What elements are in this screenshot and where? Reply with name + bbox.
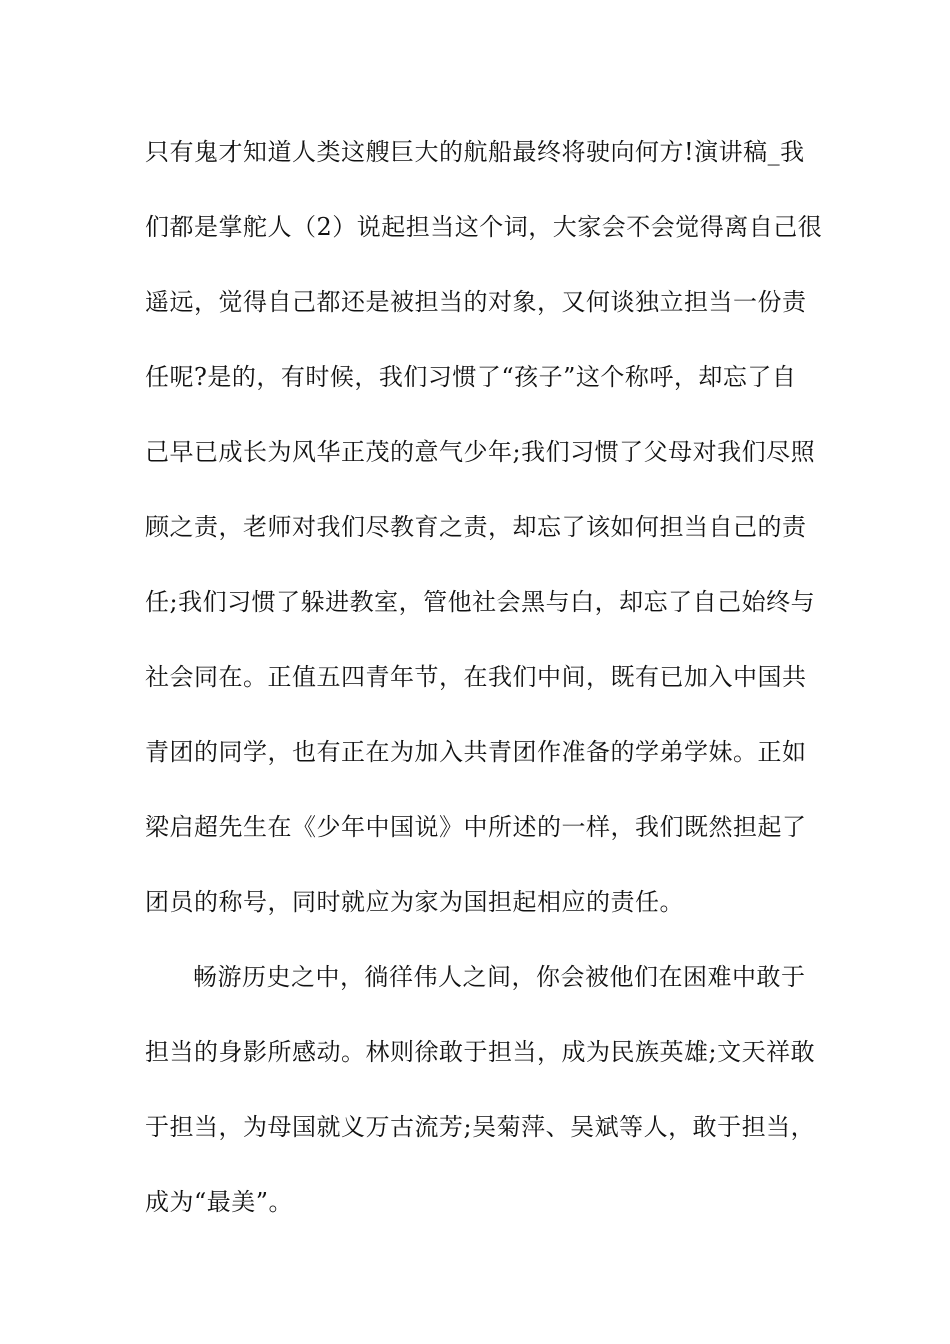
text-line: 任;我们习惯了躲进教室，管他社会黑与白，却忘了自己始终与 [145,588,816,616]
text-line: 任呢?是的，有时候，我们习惯了“孩子”这个称呼，却忘了自 [145,363,797,391]
text-line: 成为“最美”。 [145,1188,294,1216]
text-line: 于担当，为母国就义万古流芳;吴菊萍、吴斌等人，敢于担当， [145,1113,816,1141]
text-line: 青团的同学，也有正在为加入共青团作准备的学弟学妹。正如 [145,738,807,766]
text-line: 梁启超先生在《少年中国说》中所述的一样，我们既然担起了 [145,813,807,841]
paragraph-first-line: 畅游历史之中，徜徉伟人之间，你会被他们在困难中敢于 [193,963,806,991]
text-line: 担当的身影所感动。林则徐敢于担当，成为民族英雄;文天祥敢 [145,1038,816,1066]
text-line: 遥远，觉得自己都还是被担当的对象，又何谈独立担当一份责 [145,288,807,316]
text-line: 们都是掌舵人（2）说起担当这个词，大家会不会觉得离自己很 [145,213,823,241]
text-line: 顾之责，老师对我们尽教育之责，却忘了该如何担当自己的责 [145,513,807,541]
text-line: 团员的称号，同时就应为家为国担起相应的责任。 [145,888,684,916]
text-line: 己早已成长为风华正茂的意气少年;我们习惯了父母对我们尽照 [145,438,816,466]
text-line: 社会同在。正值五四青年节，在我们中间，既有已加入中国共 [145,663,807,691]
text-line: 只有鬼才知道人类这艘巨大的航船最终将驶向何方!演讲稿_我 [145,138,805,166]
